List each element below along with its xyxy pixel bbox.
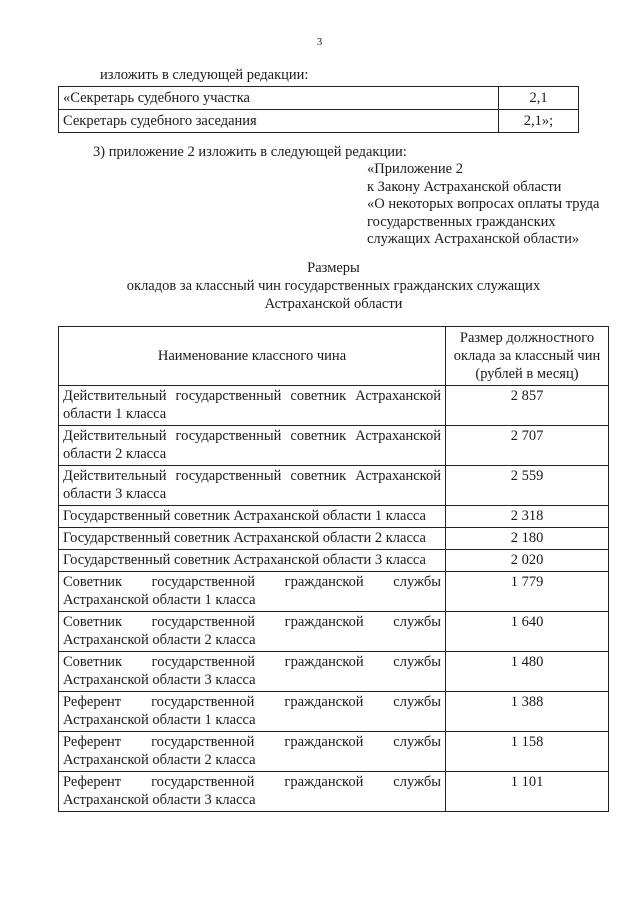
table-row (59, 652, 609, 692)
salary-value: 2 857 (446, 386, 609, 426)
class-rank-name: Государственный советник Астраханской области 2 класса (59, 528, 446, 550)
salary-value: 2 318 (446, 506, 609, 528)
table-row (59, 612, 609, 652)
class-rank-name: Референт государственной гражданской службы Астраханской области 3 класса (59, 772, 446, 812)
position-name: «Секретарь судебного участка (59, 87, 499, 110)
column-header-size: Размер должностного оклада за классный чин (рублей в месяц) (446, 327, 609, 386)
heading-line: Размеры (307, 260, 360, 276)
annex-reference (367, 161, 599, 249)
table-row (59, 572, 609, 612)
table-row (59, 466, 609, 506)
class-rank-name: Государственный советник Астраханской области 3 класса (59, 550, 446, 572)
annex-line: государственных гражданских (367, 213, 556, 230)
table-heading (58, 259, 609, 313)
salary-value: 2 559 (446, 466, 609, 506)
class-rank-name: Действительный государственный советник Астраханской области 3 класса (59, 466, 446, 506)
table-row (59, 87, 579, 110)
class-rank-name: Действительный государственный советник Астраханской области 1 класса (59, 386, 446, 426)
table-row (59, 426, 609, 466)
salary-value: 2 707 (446, 426, 609, 466)
salary-table (58, 326, 609, 812)
class-rank-name: Референт государственной гражданской службы Астраханской области 1 класса (59, 692, 446, 732)
class-rank-name: Советник государственной гражданской службы Астраханской области 2 класса (59, 612, 446, 652)
page-number: 3 (316, 36, 323, 48)
coefficient-value: 2,1 (499, 87, 579, 110)
salary-value: 1 158 (446, 732, 609, 772)
column-header-name: Наименование классного чина (59, 327, 446, 386)
class-rank-name: Действительный государственный советник Астраханской области 2 класса (59, 426, 446, 466)
position-name: Секретарь судебного заседания (59, 110, 499, 133)
secretary-table (58, 86, 579, 133)
coefficient-value: 2,1»; (499, 110, 579, 133)
table-row (59, 692, 609, 732)
annex-line: к Закону Астраханской области (367, 178, 562, 195)
table-row (59, 528, 609, 550)
salary-value: 1 640 (446, 612, 609, 652)
annex-line: служащих Астраханской области» (367, 231, 580, 247)
heading-line: окладов за классный чин государственных гражданских служащих (126, 278, 541, 294)
salary-value: 2 180 (446, 528, 609, 550)
class-rank-name: Советник государственной гражданской службы Астраханской области 1 класса (59, 572, 446, 612)
table-header-row (59, 327, 609, 386)
salary-value: 1 101 (446, 772, 609, 812)
class-rank-name: Государственный советник Астраханской области 1 класса (59, 506, 446, 528)
salary-value: 1 388 (446, 692, 609, 732)
table-row (59, 732, 609, 772)
class-rank-name: Советник государственной гражданской службы Астраханской области 3 класса (59, 652, 446, 692)
table-row (59, 550, 609, 572)
table-row (59, 110, 579, 133)
table-row (59, 386, 609, 426)
intro-text: изложить в следующей редакции: (100, 67, 309, 83)
annex-line: «Приложение 2 (367, 161, 463, 177)
salary-value: 1 779 (446, 572, 609, 612)
annex-line: «О некоторых вопросах оплаты труда (367, 196, 600, 212)
table-row (59, 506, 609, 528)
class-rank-name: Референт государственной гражданской службы Астраханской области 2 класса (59, 732, 446, 772)
salary-value: 1 480 (446, 652, 609, 692)
table-row (59, 772, 609, 812)
heading-line: Астраханской области (264, 296, 403, 312)
item-3-text: 3) приложение 2 изложить в следующей редакции: (93, 144, 407, 160)
salary-value: 2 020 (446, 550, 609, 572)
